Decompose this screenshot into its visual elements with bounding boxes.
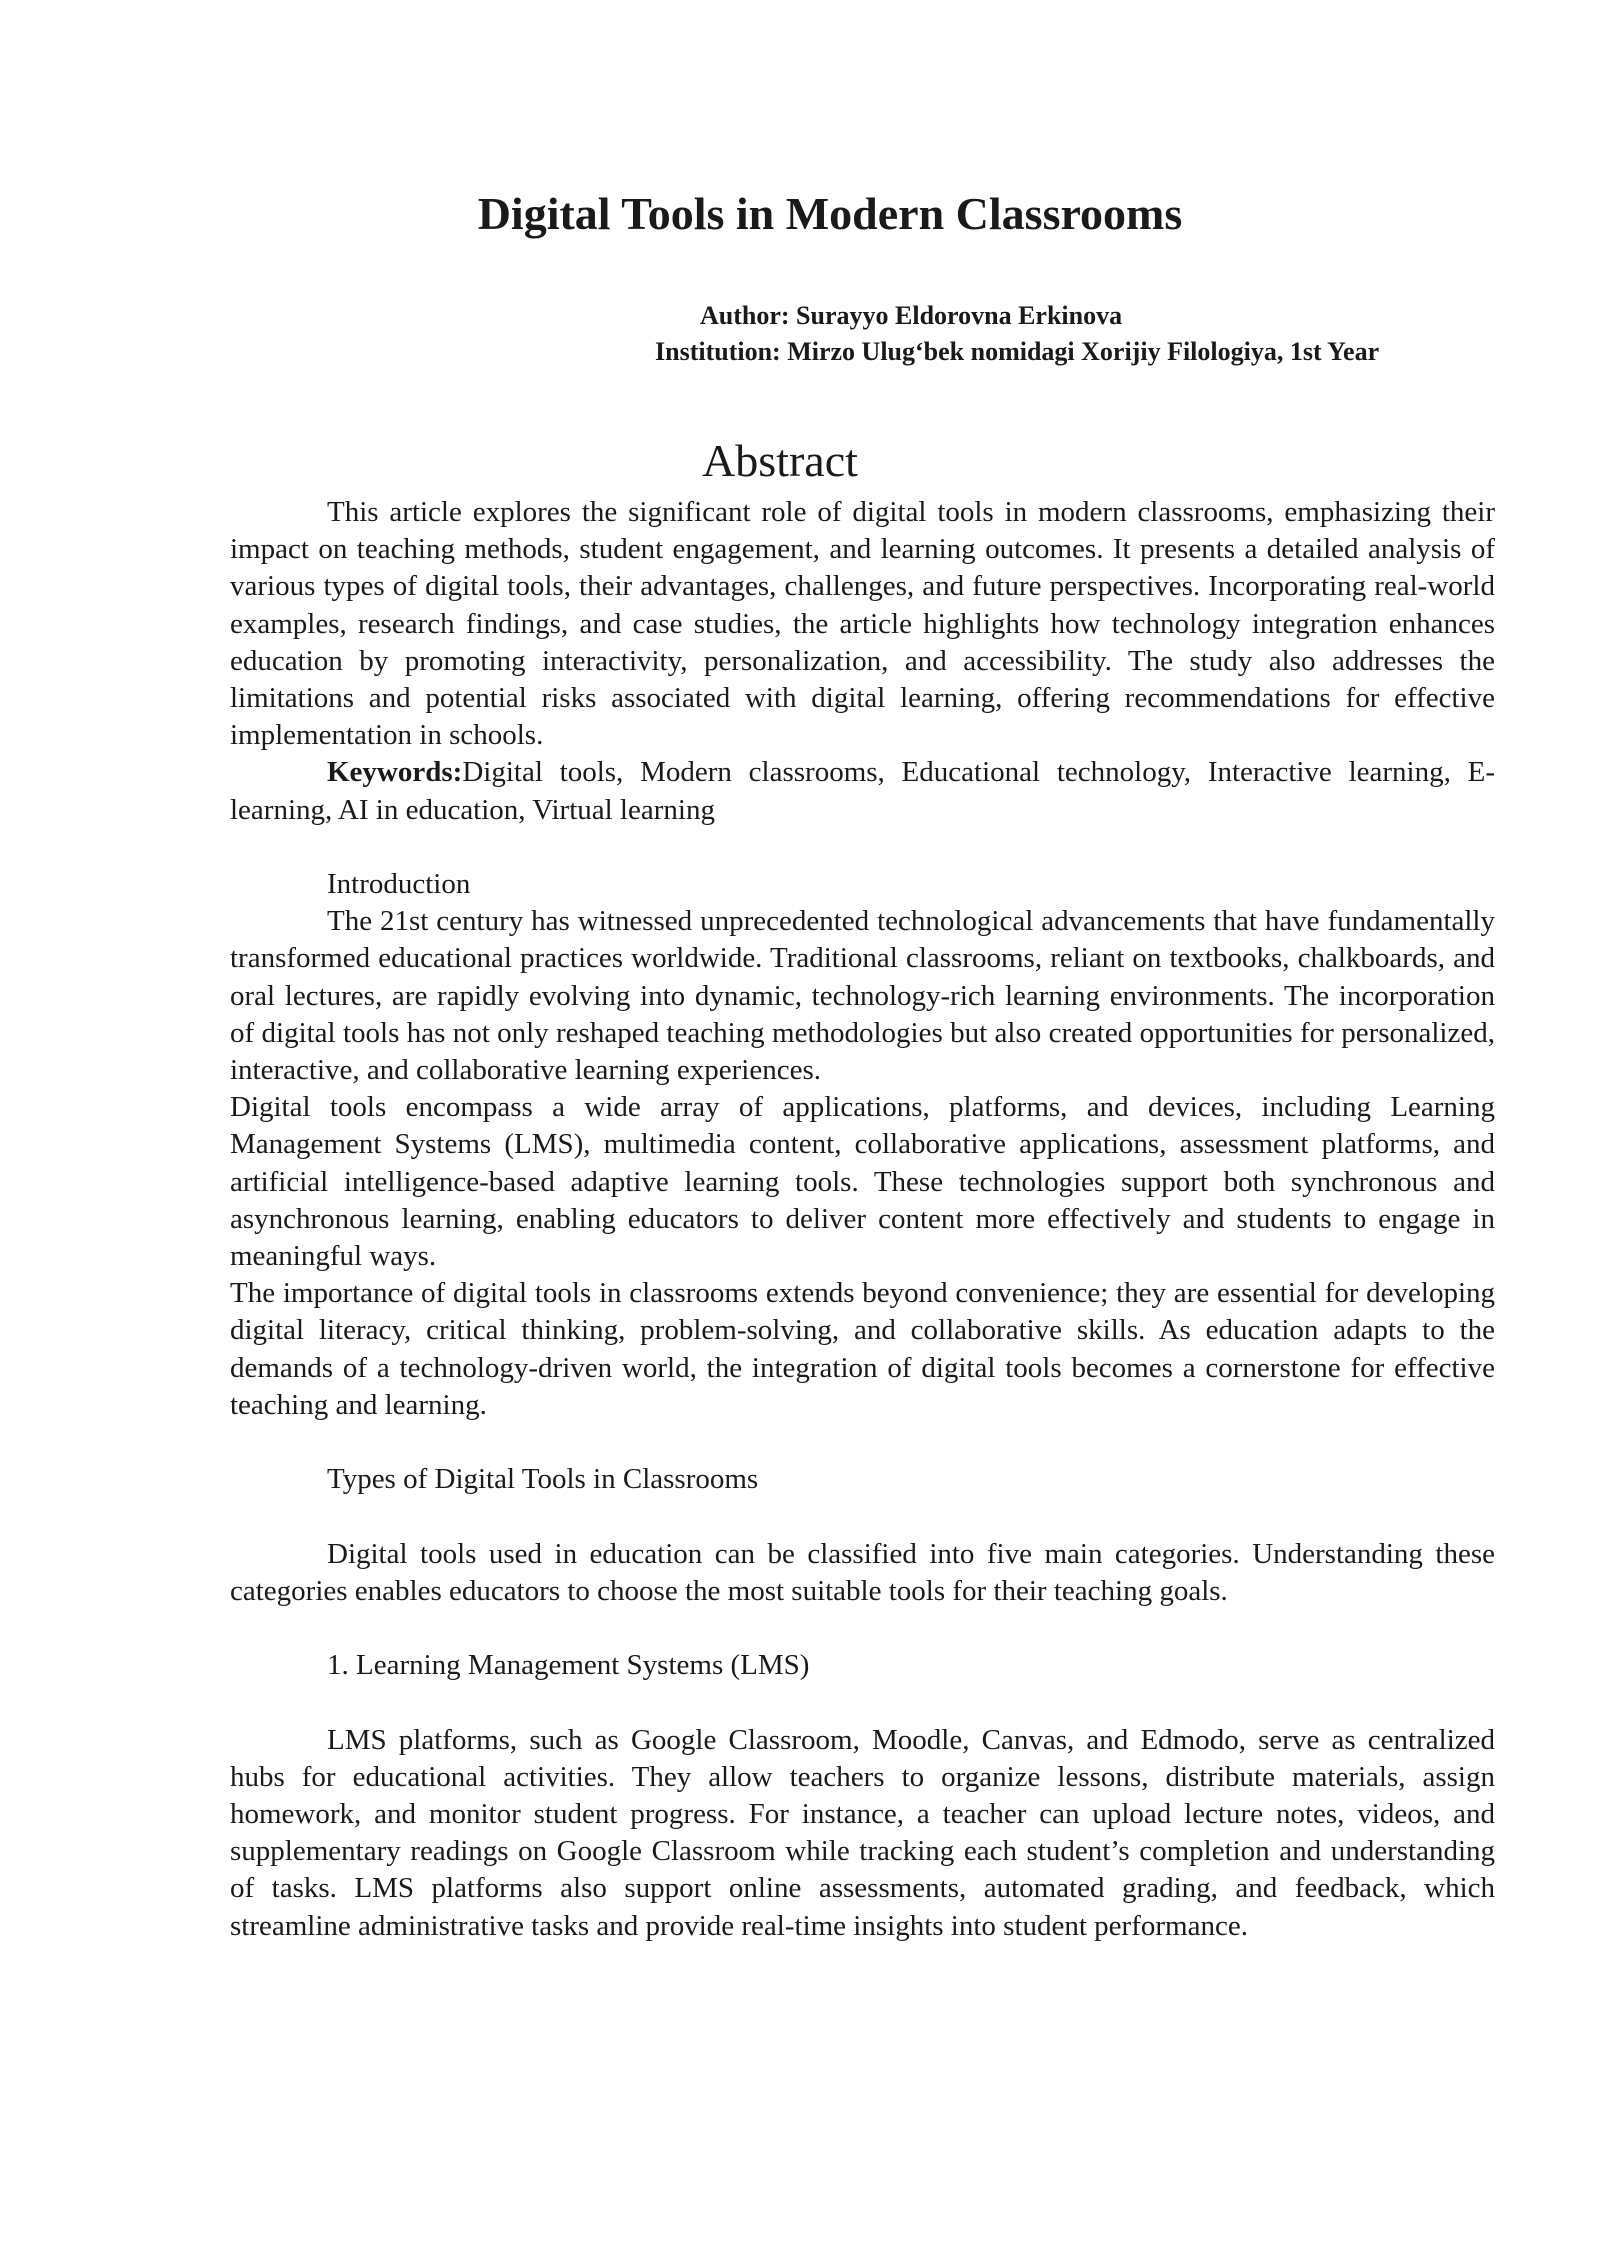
paper-title: Digital Tools in Modern Classrooms [477,188,1183,239]
abstract-paragraph: This article explores the significant role of digital tools in modern classrooms, emphasizing their impact on teaching methods, student engagement, and learning outcomes. It presents a detailed analysis of various types of digital tools, their advantages, challenges, and future perspectives. Incorporating real-world examples, research findings, and case studies, the article highlights how technology integration enhances education by promoting interactivity, personalization, and accessibility. The study also addresses the limitations and potential risks associated with digital learning, offering recommendations for effective implementation in schools. [230,496,1495,752]
keywords-text: Digital tools, Modern classrooms, Educational technology, Interactive learning, E-learning, AI in education, Virtual learning [230,756,1495,826]
introduction-paragraph-1: The 21st century has witnessed unprecedented technological advancements that have fundamentally transformed educational practices worldwide. Traditional classrooms, reliant on textbooks, chalkboards, and oral lectures, are rapidly evolving into dynamic, technology-rich learning environments. The incorporation of digital tools has not only reshaped teaching methodologies but also created opportunities for personalized, interactive, and collaborative learning experiences. [230,905,1495,1087]
introduction-paragraph-3: The importance of digital tools in classrooms extends beyond convenience; they are essential for developing digital literacy, critical thinking, problem-solving, and collaborative skills. As education adapts to the demands of a technology-driven world, the integration of digital tools becomes a cornerstone for effective teaching and learning. [230,1277,1495,1421]
institution-line: Institution: Mirzo Ulug‘bek nomidagi Xorijiy Filologiya, 1st Year [655,337,1380,366]
introduction-paragraph-2: Digital tools encompass a wide array of applications, platforms, and devices, including Learning Management Systems (LMS), multimedia content, collaborative applications, assessment platforms, and artificial intelligence-based adaptive learning tools. These technologies support both synchronous and asynchronous learning, enabling educators to deliver content more effectively and students to engage in meaningful ways. [230,1091,1495,1273]
lms-section-heading: 1. Learning Management Systems (LMS) [327,1649,810,1682]
keywords-paragraph [230,754,1495,828]
spacer [230,1424,1495,1461]
types-section-heading: Types of Digital Tools in Classrooms [327,1463,759,1496]
author-line: Author: Surayyo Eldorovna Erkinova [700,301,1123,330]
spacer [230,1610,1495,1647]
spacer [230,1498,1495,1535]
types-section-paragraph: Digital tools used in education can be classified into five main categories. Understanding these categories enables educators to choose the most suitable tools for their teaching goals. [230,1537,1495,1607]
spacer [230,1684,1495,1721]
abstract-heading: Abstract [702,435,858,486]
keywords-label: Keywords: [327,756,463,789]
body-text [230,494,1495,1945]
spacer [230,829,1495,866]
introduction-heading: Introduction [327,868,471,901]
lms-section-paragraph: LMS platforms, such as Google Classroom, Moodle, Canvas, and Edmodo, serve as centralized hubs for educational activities. They allow teachers to organize lessons, distribute materials, assign homework, and monitor student progress. For instance, a teacher can upload lecture notes, videos, and supplementary readings on Google Classroom while tracking each student’s completion and understanding of tasks. LMS platforms also support online assessments, automated grading, and feedback, which streamline administrative tasks and provide real-time insights into student performance. [230,1723,1495,1942]
